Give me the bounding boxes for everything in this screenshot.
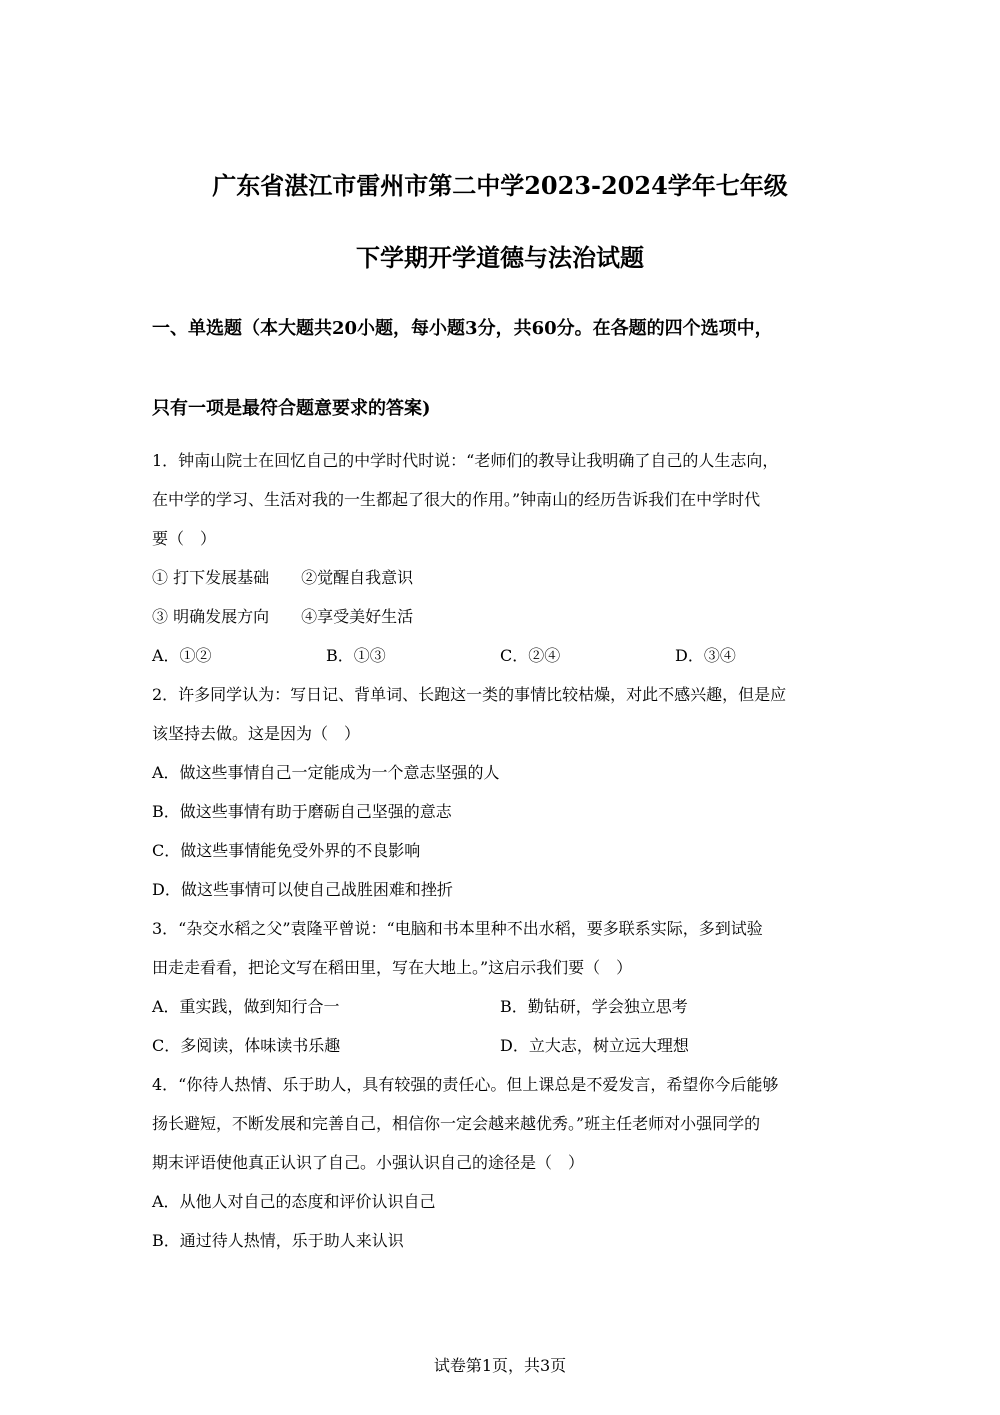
q2-option-c: C．做这些事情能免受外界的不良影响: [152, 841, 421, 860]
q3-stem-line-1: 3．“杂交水稻之父”袁隆平曾说：“电脑和书本里种不出水稻，要多联系实际，多到试验: [152, 919, 763, 938]
q3-option-d: D．立大志，树立远大理想: [500, 1036, 689, 1055]
exam-title-line-2: 下学期开学道德与法治试题: [356, 243, 644, 272]
section-heading-line-2: 只有一项是最符合题意要求的答案): [152, 398, 431, 419]
q4-option-a: A．从他人对自己的态度和评价认识自己: [152, 1192, 436, 1211]
q1-stem-line-1: 1．钟南山院士在回忆自己的中学时代时说：“老师们的教导让我明确了自己的人生志向，: [152, 451, 779, 470]
exam-title-line-1: 广东省湛江市雷州市第二中学2023-2024学年七年级: [212, 171, 788, 200]
q4-stem-line-3: 期末评语使他真正认识了自己。小强认识自己的途径是（ ）: [152, 1153, 585, 1172]
page-footer: 试卷第1页，共3页: [433, 1356, 567, 1375]
q4-stem-line-2: 扬长避短，不断发展和完善自己，相信你一定会越来越优秀。”班主任老师对小强同学的: [152, 1114, 761, 1133]
q4-stem-line-1: 4．“你待人热情、乐于助人，具有较强的责任心。但上课总是不爱发言，希望你今后能够: [152, 1075, 779, 1094]
q3-option-c: C．多阅读，体味读书乐趣: [152, 1036, 341, 1055]
q4-option-b: B．通过待人热情，乐于助人来认识: [152, 1231, 404, 1250]
q1-items-line-2: ③ 明确发展方向 ④享受美好生活: [152, 607, 414, 626]
q2-stem-line-1: 2．许多同学认为：写日记、背单词、长跑这一类的事情比较枯燥，对此不感兴趣，但是应: [152, 685, 787, 704]
q1-option-d: D．③④: [675, 646, 736, 665]
q2-option-a: A．做这些事情自己一定能成为一个意志坚强的人: [152, 763, 500, 782]
section-heading-line-1: 一、单选题（本大题共20小题，每小题3分，共60分。在各题的四个选项中，: [152, 318, 773, 339]
q2-stem-line-2: 该坚持去做。这是因为（ ）: [152, 724, 361, 743]
q2-option-b: B．做这些事情有助于磨砺自己坚强的意志: [152, 802, 452, 821]
q2-option-d: D．做这些事情可以使自己战胜困难和挫折: [152, 880, 453, 899]
q1-option-b: B．①③: [326, 646, 386, 665]
q1-option-c: C．②④: [500, 646, 561, 665]
q1-stem-line-2: 在中学的学习、生活对我的一生都起了很大的作用。”钟南山的经历告诉我们在中学时代: [152, 490, 761, 509]
q3-option-a: A．重实践，做到知行合一: [152, 997, 340, 1016]
q1-option-a: A．①②: [152, 646, 212, 665]
q3-stem-line-2: 田走走看看，把论文写在稻田里，写在大地上。”这启示我们要（ ）: [152, 958, 633, 977]
q1-items-line-1: ① 打下发展基础 ②觉醒自我意识: [152, 568, 414, 587]
q3-option-b: B．勤钻研，学会独立思考: [500, 997, 688, 1016]
q1-stem-line-3: 要（ ）: [152, 529, 217, 548]
